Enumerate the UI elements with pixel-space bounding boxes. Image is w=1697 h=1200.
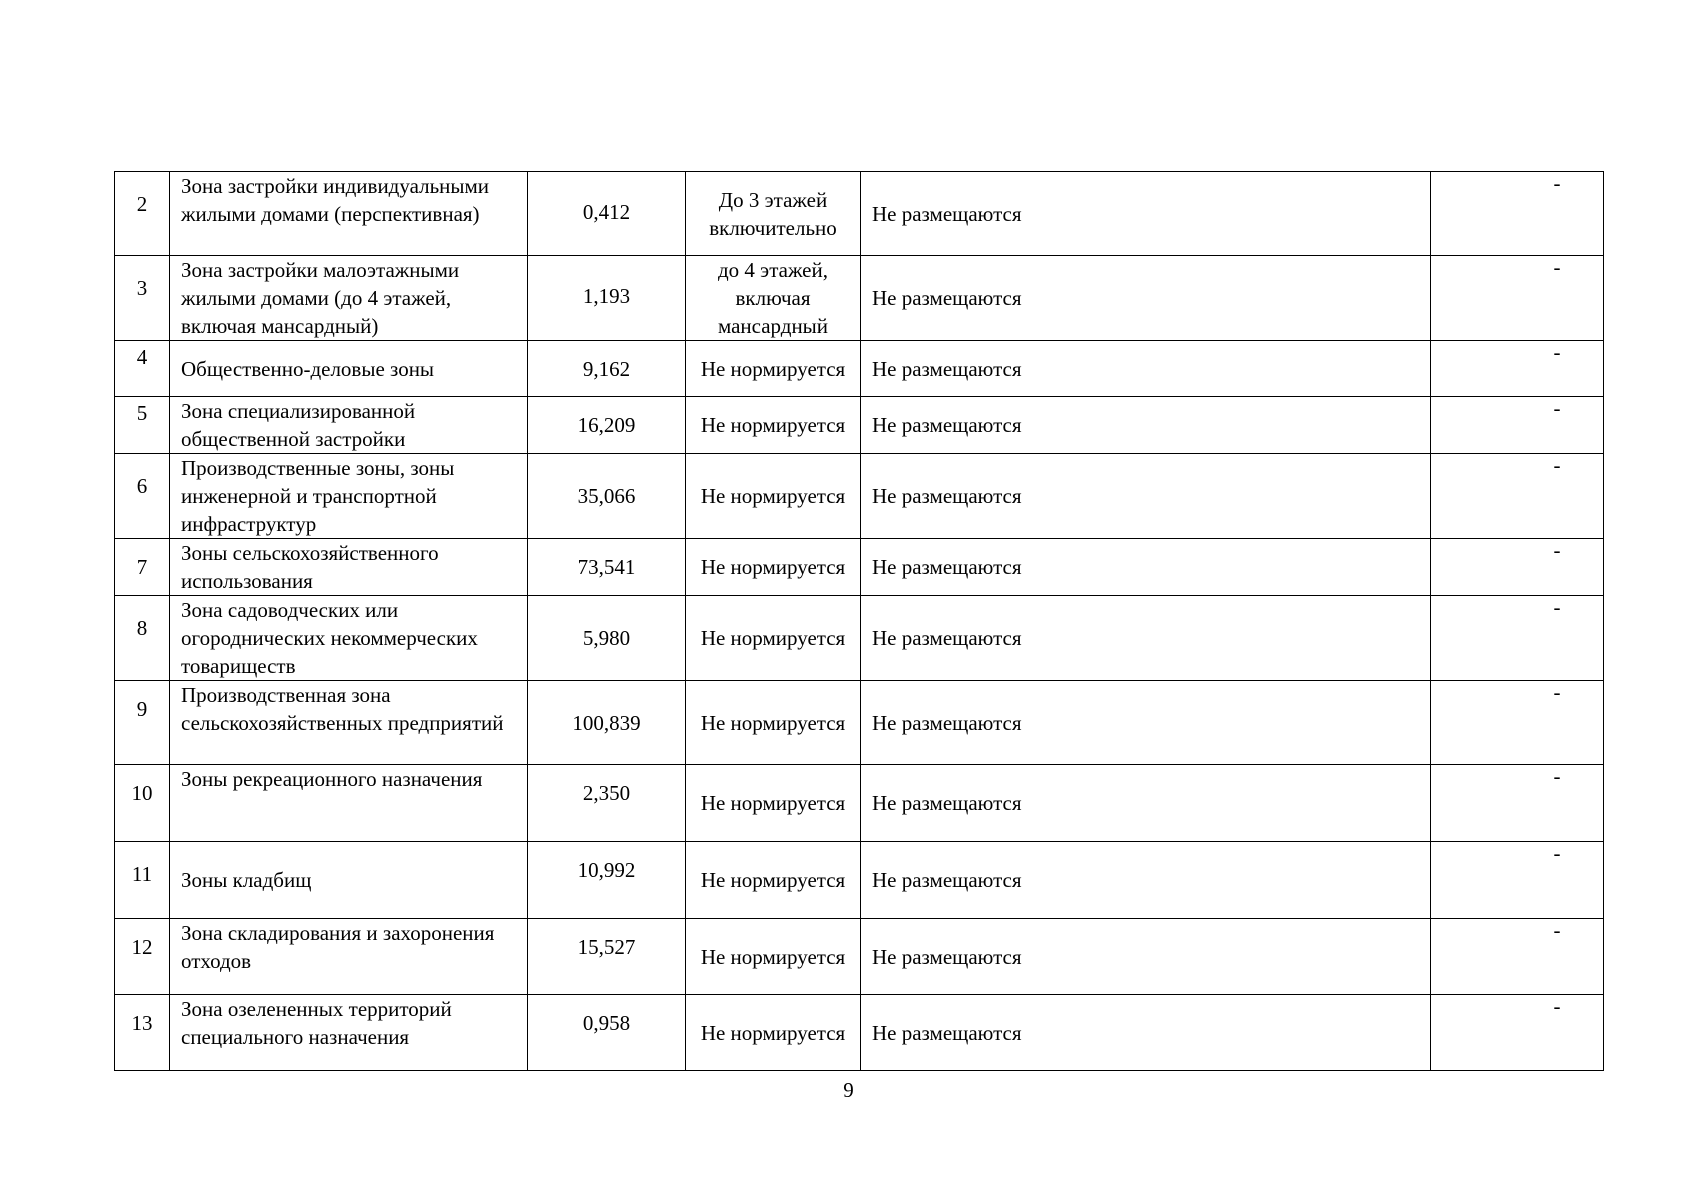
zone-floors: Не нормируется (686, 341, 861, 397)
zone-name: Зона застройки индивидуальными жилыми домами (перспективная) (170, 172, 528, 256)
zone-objects: Не размещаются (861, 341, 1431, 397)
zone-name: Зоны рекреационного назначения (170, 765, 528, 842)
zone-objects: Не размещаются (861, 681, 1431, 765)
zone-objects: Не размещаются (861, 539, 1431, 596)
zone-name: Зона застройки малоэтажными жилыми домами (до 4 этажей, включая мансардный) (170, 256, 528, 341)
zone-objects: Не размещаются (861, 256, 1431, 341)
zone-area: 2,350 (528, 765, 686, 842)
zone-area: 9,162 (528, 341, 686, 397)
table-row (115, 172, 1604, 256)
zone-note: - (1431, 341, 1604, 397)
zone-area: 0,958 (528, 995, 686, 1071)
row-number: 6 (115, 454, 170, 539)
zone-note: - (1431, 995, 1604, 1071)
zone-area: 100,839 (528, 681, 686, 765)
table-row (115, 454, 1604, 539)
table-row (115, 341, 1604, 397)
row-number: 3 (115, 256, 170, 341)
zone-floors: до 4 этажей, включая мансардный (686, 256, 861, 341)
zone-name: Зона садоводческих или огороднических некоммерческих товариществ (170, 596, 528, 681)
zone-area: 10,992 (528, 842, 686, 919)
row-number: 2 (115, 172, 170, 256)
zone-objects: Не размещаются (861, 842, 1431, 919)
row-number: 10 (115, 765, 170, 842)
table-row (115, 256, 1604, 341)
zone-objects: Не размещаются (861, 397, 1431, 454)
zone-floors: Не нормируется (686, 765, 861, 842)
zone-note: - (1431, 681, 1604, 765)
zone-name: Производственные зоны, зоны инженерной и транспортной инфраструктур (170, 454, 528, 539)
row-number: 4 (115, 341, 170, 397)
table-row (115, 995, 1604, 1071)
table-row (115, 681, 1604, 765)
zone-note: - (1431, 172, 1604, 256)
zone-note: - (1431, 397, 1604, 454)
zone-area: 16,209 (528, 397, 686, 454)
zone-area: 0,412 (528, 172, 686, 256)
table-row (115, 539, 1604, 596)
zone-area: 15,527 (528, 919, 686, 995)
zone-objects: Не размещаются (861, 596, 1431, 681)
zone-floors: До 3 этажей включительно (686, 172, 861, 256)
zone-floors: Не нормируется (686, 842, 861, 919)
zone-floors: Не нормируется (686, 596, 861, 681)
row-number: 5 (115, 397, 170, 454)
row-number: 12 (115, 919, 170, 995)
zone-objects: Не размещаются (861, 454, 1431, 539)
zone-name: Зоны кладбищ (170, 842, 528, 919)
zone-objects: Не размещаются (861, 995, 1431, 1071)
zone-name: Общественно-деловые зоны (170, 341, 528, 397)
row-number: 8 (115, 596, 170, 681)
table-row (115, 596, 1604, 681)
zone-floors: Не нормируется (686, 995, 861, 1071)
zone-floors: Не нормируется (686, 539, 861, 596)
zone-note: - (1431, 454, 1604, 539)
zone-floors: Не нормируется (686, 397, 861, 454)
row-number: 11 (115, 842, 170, 919)
zone-name: Зоны сельскохозяйственного использования (170, 539, 528, 596)
zone-note: - (1431, 842, 1604, 919)
zone-floors: Не нормируется (686, 681, 861, 765)
zone-note: - (1431, 919, 1604, 995)
zone-area: 35,066 (528, 454, 686, 539)
zone-note: - (1431, 765, 1604, 842)
zone-area: 1,193 (528, 256, 686, 341)
table-row (115, 919, 1604, 995)
zone-name: Зона специализированной общественной застройки (170, 397, 528, 454)
table-row (115, 397, 1604, 454)
zone-note: - (1431, 539, 1604, 596)
zone-name: Зона озелененных территорий специального назначения (170, 995, 528, 1071)
zone-floors: Не нормируется (686, 919, 861, 995)
zone-note: - (1431, 256, 1604, 341)
zones-table (114, 171, 1604, 1071)
zone-objects: Не размещаются (861, 765, 1431, 842)
row-number: 9 (115, 681, 170, 765)
zone-floors: Не нормируется (686, 454, 861, 539)
table-row (115, 765, 1604, 842)
zone-area: 5,980 (528, 596, 686, 681)
row-number: 13 (115, 995, 170, 1071)
zone-note: - (1431, 596, 1604, 681)
table-row (115, 842, 1604, 919)
zone-name: Зона складирования и захоронения отходов (170, 919, 528, 995)
row-number: 7 (115, 539, 170, 596)
zone-objects: Не размещаются (861, 172, 1431, 256)
zone-name: Производственная зона сельскохозяйственных предприятий (170, 681, 528, 765)
zone-objects: Не размещаются (861, 919, 1431, 995)
zone-area: 73,541 (528, 539, 686, 596)
page-number: 9 (843, 1078, 854, 1102)
